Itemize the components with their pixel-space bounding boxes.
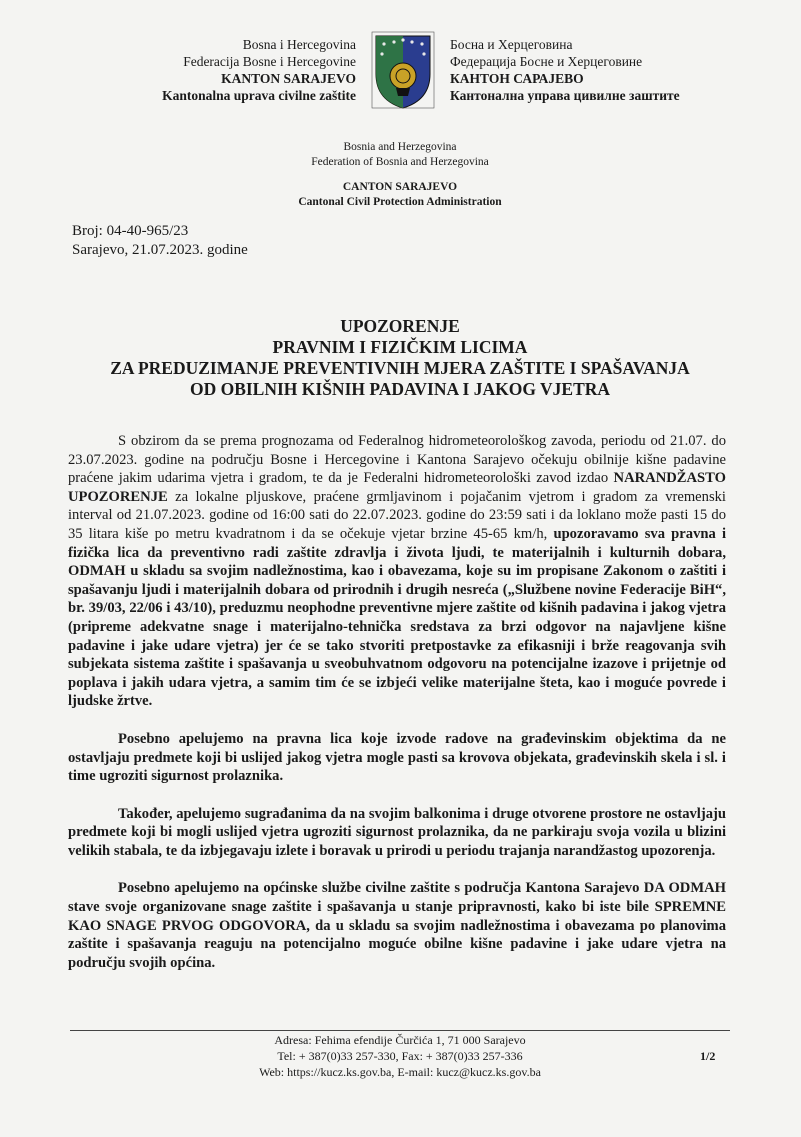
header-administration-cyr: Кантонална управа цивилне заштите: [450, 88, 680, 103]
header-canton-en: CANTON SARAJEVO: [342, 181, 458, 193]
paragraph-1: [68, 432, 726, 711]
header-country-en: Bosnia and Herzegovina: [343, 141, 457, 153]
header-federation-cyr: Федерација Босне и Херцеговине: [450, 54, 643, 69]
header-canton: KANTON SARAJEVO: [221, 71, 356, 86]
header-federation: Federacija Bosne i Hercegovine: [183, 54, 356, 69]
document-reference: [72, 222, 248, 260]
header-administration-en: Cantonal Civil Protection Administration: [298, 196, 502, 208]
document-title: [60, 316, 740, 400]
paragraph-2: Posebno apelujemo na pravna lica koje izvode radove na građevinskim objektima da ne ostavljaju predmete koji bi uslijed jakog vjetra mogle pasti sa krovova objekata, građevinskih skela i sl. i time ugroziti sigurnost prolaznika.: [68, 730, 726, 785]
header-cyrillic: [450, 36, 750, 104]
header-country: Bosna i Hercegovina: [242, 37, 356, 52]
coat-of-arms-icon: [370, 30, 436, 110]
footer-phone: Tel: + 387(0)33 257-330, Fax: + 387(0)33 257-336: [277, 1049, 523, 1063]
paragraph-1-details: za lokalne pljuskove, praćene grmljavinom i pojačanim vjetrom i gradom za vremenski interval od 21.07.2023. godine od 16:00 sati do 22.07.2023. godine do 23:59 sati i da loklano može pasti 15 do 35 litara kiše po metru kvadratnom i da se očekuje vjetar brzine 45-65 km/h,: [68, 488, 726, 542]
header-country-cyr: Босна и Херцеговина: [450, 37, 573, 52]
footer-divider: [70, 1030, 730, 1031]
document-body: [68, 432, 726, 972]
reference-number: Broj: 04-40-965/23: [72, 223, 189, 239]
paragraph-1-intro: S obzirom da se prema prognozama od Federalnog hidrometeorološkog zavoda, periodu od 21.07. do 23.07.2023. godine na području Bosne i Hercegovine i Kantona Sarajevo očekuju obilnije kišne padavine praćene jakim udarima vjetra i gradom, te da je Federalni hidrometeorološki zavod izdao: [68, 433, 726, 487]
paragraph-1-appeal: upozoravamo sva pravna i fizička lica da preventivno radi zaštite zdravlja i života ljudi, te materijalnih i kulturnih dobara, ODMAH u skladu sa svojim nadležnostima, kao i obavezama, koje su im propisane Zakonom o zaštiti i spašavanju ljudi i materijalnih dobara od prirodnih i drugih nesreća („Službene novine Federacije BiH“, br. 39/03, 22/06 i 43/10), preduzmu neophodne preventivne mjere zaštite od kišnih padavina i jakog vjetra (pripreme adekvatne snage i materijalno-tehnička sredstava za brzi odgovor na najavljene kišne padavine i jake udare vjetra) jer će se tako stvoriti pretpostavke za efikasniji i brže reagovanja svih subjekata sistema zaštite i spašavanja u sveobuhvatnom odgovoru na potencijalne izazove i prijetnje od poplava i jakih udara vjetra, a samim tim će se izbjeći velike materijalne šteta, kao i moguće povrede i ljudske žrtve.: [68, 525, 726, 710]
orange-warning-label: NARANDŽASTO UPOZORENJE: [68, 470, 726, 505]
paragraph-3: Također, apelujemo sugrađanima da na svojim balkonima i druge otvorene prostore ne ostavljaju predmete koji bi mogli uslijed vjetra ugroziti sigurnost prolaznika, da ne parkiraju svoja vozila u blizini velikih stabala, te da izbjegavaju izlete i boravak u prirodi u periodu trajanja narandžastog upozorenja.: [68, 805, 726, 859]
footer-address: Adresa: Fehima efendije Čurčića 1, 71 000 Sarajevo: [274, 1033, 526, 1047]
header-english: [250, 140, 550, 210]
title-line-3: ZA PREDUZIMANJE PREVENTIVNIH MJERA ZAŠTITE I SPAŠAVANJA: [110, 358, 690, 378]
paragraph-4: Posebno apelujemo na općinske službe civilne zaštite s područja Kantona Sarajevo DA ODMAH stave svoje organizovane snage zaštite i spašavanja u stanje pripravnosti, kako bi iste bile SPREMNE KAO SNAGE PRVOG ODGOVORA, da u skladu sa svojim nadležnostima i obavezama po planovima zaštite i spašavanja reaguju na potencijalno moguće obilne kišne padavine i jake udare vjetra na području svojih općina.: [68, 880, 726, 971]
header-federation-en: Federation of Bosnia and Herzegovina: [311, 156, 489, 168]
title-line-4: OD OBILNIH KIŠNIH PADAVINA I JAKOG VJETRA: [189, 379, 611, 399]
header-canton-cyr: КАНТОН САРАЈЕВО: [450, 71, 584, 86]
header-latin: [110, 36, 356, 104]
title-line-2: PRAVNIM I FIZIČKIM LICIMA: [272, 337, 528, 357]
footer-web: Web: https://kucz.ks.gov.ba, E-mail: kucz@kucz.ks.gov.ba: [259, 1065, 541, 1079]
title-line-1: UPOZORENJE: [340, 316, 460, 336]
header-administration: Kantonalna uprava civilne zaštite: [162, 88, 356, 103]
footer-contact: [200, 1032, 600, 1080]
page-number: 1/2: [700, 1049, 716, 1063]
reference-place-date: Sarajevo, 21.07.2023. godine: [72, 242, 248, 258]
